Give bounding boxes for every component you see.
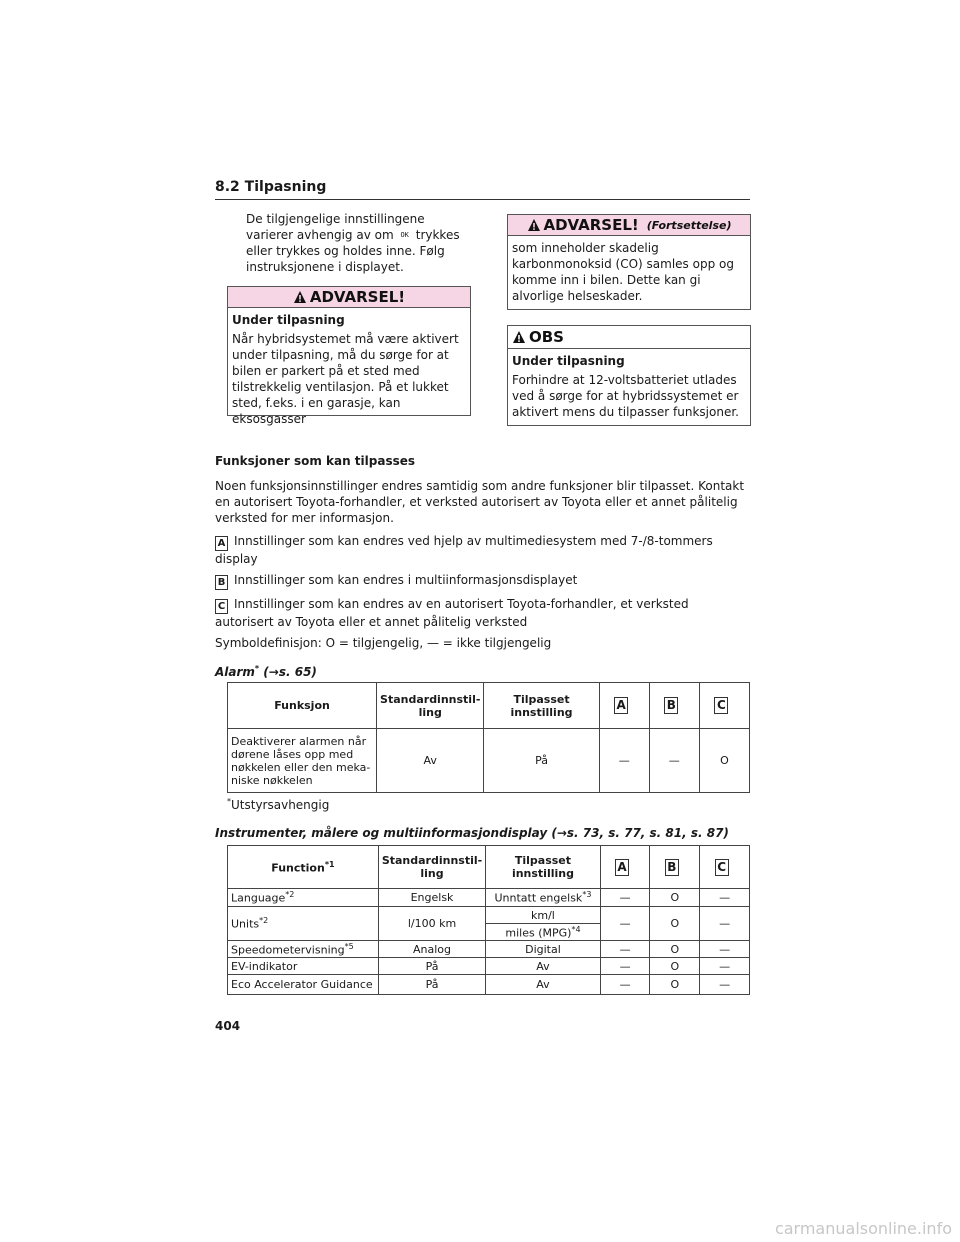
table-cell xyxy=(228,889,379,907)
alarm-title-ref: (→s. 65) xyxy=(263,665,317,679)
table-cell: Eco Accelerator Guidance xyxy=(228,975,379,995)
badge-b: B xyxy=(215,575,228,590)
warning-subtitle: Under tilpasning xyxy=(232,313,345,327)
col-header: Tilpasset innstilling xyxy=(486,846,601,889)
table-cell: l/100 km xyxy=(378,907,485,941)
col-header-b xyxy=(649,683,699,729)
table-cell: — xyxy=(700,958,750,975)
cell-sup: *2 xyxy=(285,890,295,900)
section-title: 8.2 Tilpasning xyxy=(215,179,327,195)
caution-icon xyxy=(512,330,526,344)
table-header-row xyxy=(228,846,750,889)
table-cell: — xyxy=(600,975,650,995)
table-cell: Engelsk xyxy=(378,889,485,907)
function-item-b xyxy=(215,572,750,590)
table-row xyxy=(228,889,750,907)
cell-text: Units xyxy=(231,917,260,931)
watermark: carmanualsonline.info xyxy=(774,1219,952,1238)
badge-b: B xyxy=(664,697,678,714)
table-cell: — xyxy=(600,958,650,975)
badge-c: C xyxy=(714,697,728,714)
alarm-title-text: Alarm xyxy=(215,665,255,679)
function-item-text: Innstillinger som kan endres ved hjelp av multimediesystem med 7-/8-tommers display xyxy=(215,534,713,566)
table-cell: — xyxy=(600,907,650,941)
warning-text: Når hybridsystemet må være aktivert under tilpasning, må du sørge for at bilen er parkert på et sted med tilstrekkelig ventilasjon. På et lukket sted, f.eks. i en garasje, kan eksosgasser xyxy=(232,332,459,426)
intro-paragraph xyxy=(246,211,471,275)
table-cell: Av xyxy=(486,958,601,975)
col-header-c xyxy=(700,846,750,889)
functions-paragraph: Noen funksjonsinnstillinger endres samtidig som andre funksjoner blir tilpasset. Kontakt en autorisert Toyota-forhandler, et verksted autorisert av Toyota eller et annet pålitelig verksted for mer informasjon. xyxy=(215,479,745,525)
warning-body xyxy=(228,308,470,430)
cell-sup: *5 xyxy=(344,941,354,951)
table-cell: O xyxy=(650,941,700,958)
warning-label: ADVARSEL! xyxy=(309,288,406,306)
table-cell xyxy=(228,907,379,941)
cell-text: Unntatt engelsk xyxy=(494,891,583,905)
section-divider xyxy=(215,199,750,200)
notice-body xyxy=(508,349,750,423)
table-cell: O xyxy=(699,729,749,793)
warning-triangle-icon xyxy=(293,290,307,304)
function-item-a xyxy=(215,533,750,567)
table-row xyxy=(228,941,750,958)
table-cell: Deaktiverer alarmen når dørene låses opp med nøkkelen eller den meka-niske nøkkelen xyxy=(228,729,377,793)
ok-button-icon: OK xyxy=(400,231,409,239)
table-cell: På xyxy=(378,958,485,975)
page-number: 404 xyxy=(215,1019,241,1033)
col-header: Funksjon xyxy=(228,683,377,729)
symbol-definition: Symboldefinisjon: O = tilgjengelig, — = ikke tilgjengelig xyxy=(215,636,552,650)
function-item-text: Innstillinger som kan endres i multiinformasjonsdisplayet xyxy=(234,573,578,587)
table-cell: På xyxy=(378,975,485,995)
function-item-text: Innstillinger som kan endres av en autorisert Toyota-forhandler, et verksted autorisert av Toyota eller et annet pålitelig verksted xyxy=(215,597,689,629)
cell-text: Speedometervisning xyxy=(231,943,345,957)
table-cell: Digital xyxy=(486,941,601,958)
cell-text: miles (MPG) xyxy=(505,926,572,940)
table-cell xyxy=(228,941,379,958)
col-header-b xyxy=(650,846,700,889)
col-header xyxy=(228,846,379,889)
intro-post: trykkes eller trykkes og holdes inne. Følg instruksjonene i displayet. xyxy=(246,228,460,274)
table-cell: — xyxy=(649,729,699,793)
table-cell: — xyxy=(600,889,650,907)
table-cell: — xyxy=(599,729,649,793)
table-cell: km/l xyxy=(486,907,601,924)
table-cell: — xyxy=(700,889,750,907)
table-cell xyxy=(486,889,601,907)
badge-a: A xyxy=(215,536,228,551)
table-cell: — xyxy=(700,907,750,941)
notice-label: OBS xyxy=(529,328,564,346)
table-cell: Analog xyxy=(378,941,485,958)
cell-text: Language xyxy=(231,891,286,905)
footnote xyxy=(227,797,329,812)
warning-continued-header xyxy=(508,215,750,236)
table-cell: Av xyxy=(486,975,601,995)
table-cell: Av xyxy=(377,729,484,793)
badge-a: A xyxy=(615,859,629,876)
col-header-c xyxy=(699,683,749,729)
table-header-row xyxy=(228,683,750,729)
footnote-sup: * xyxy=(227,797,231,806)
footnote-text: Utstyrsavhengig xyxy=(231,798,330,812)
warning-triangle-icon xyxy=(527,218,541,232)
table-cell: O xyxy=(650,889,700,907)
alarm-table-title xyxy=(215,664,317,679)
warning-box xyxy=(227,286,471,426)
badge-c: C xyxy=(215,599,228,614)
col-header-a xyxy=(599,683,649,729)
function-item-c xyxy=(215,596,750,630)
notice-header xyxy=(508,326,750,349)
notice-text: Forhindre at 12-voltsbatteriet utlades ved å sørge for at hybridssystemet er aktivert mens du tilpasser funksjoner. xyxy=(512,373,739,419)
col-header-text: Function xyxy=(271,861,325,875)
col-header: Tilpasset innstilling xyxy=(484,683,599,729)
cell-sup: *2 xyxy=(259,916,269,926)
functions-heading: Funksjoner som kan tilpasses xyxy=(215,454,416,468)
table-cell: — xyxy=(700,975,750,995)
table-row xyxy=(228,907,750,924)
warning-continued-label: ADVARSEL! xyxy=(543,216,639,234)
alarm-title-sup: * xyxy=(254,664,260,673)
warning-continued-tag: (Fortsettelse) xyxy=(646,218,732,232)
cell-sup: *3 xyxy=(582,890,592,900)
table-cell: O xyxy=(650,975,700,995)
notice-box xyxy=(507,325,751,426)
table-cell: O xyxy=(650,958,700,975)
badge-c: C xyxy=(715,859,729,876)
table-cell: O xyxy=(650,907,700,941)
table-cell: EV-indikator xyxy=(228,958,379,975)
table-row xyxy=(228,975,750,995)
col-header: Standardinnstil-ling xyxy=(378,846,485,889)
table-cell: — xyxy=(600,941,650,958)
alarm-table xyxy=(227,682,750,793)
table-row xyxy=(228,729,750,793)
col-header-sup: *1 xyxy=(324,859,335,869)
col-header: Standardinnstil-ling xyxy=(377,683,484,729)
table-cell xyxy=(486,924,601,941)
badge-b: B xyxy=(665,859,679,876)
warning-header xyxy=(228,287,470,308)
cell-sup: *4 xyxy=(571,924,581,934)
intro-pre: De tilgjengelige innstillingene varierer avhengig av om xyxy=(246,212,425,242)
instrument-table xyxy=(227,845,750,995)
table-cell: På xyxy=(484,729,599,793)
badge-a: A xyxy=(614,697,628,714)
instrument-table-title: Instrumenter, målere og multiinformasjondisplay (→s. 73, s. 77, s. 81, s. 87) xyxy=(215,826,729,840)
table-row xyxy=(228,958,750,975)
warning-continued-box xyxy=(507,214,751,310)
notice-subtitle: Under tilpasning xyxy=(512,354,625,368)
table-cell: — xyxy=(700,941,750,958)
col-header-a xyxy=(600,846,650,889)
warning-continued-text: som inneholder skadelig karbonmonoksid (CO) samles opp og komme inn i bilen. Dette kan gi alvorlige helseskader. xyxy=(512,241,734,303)
